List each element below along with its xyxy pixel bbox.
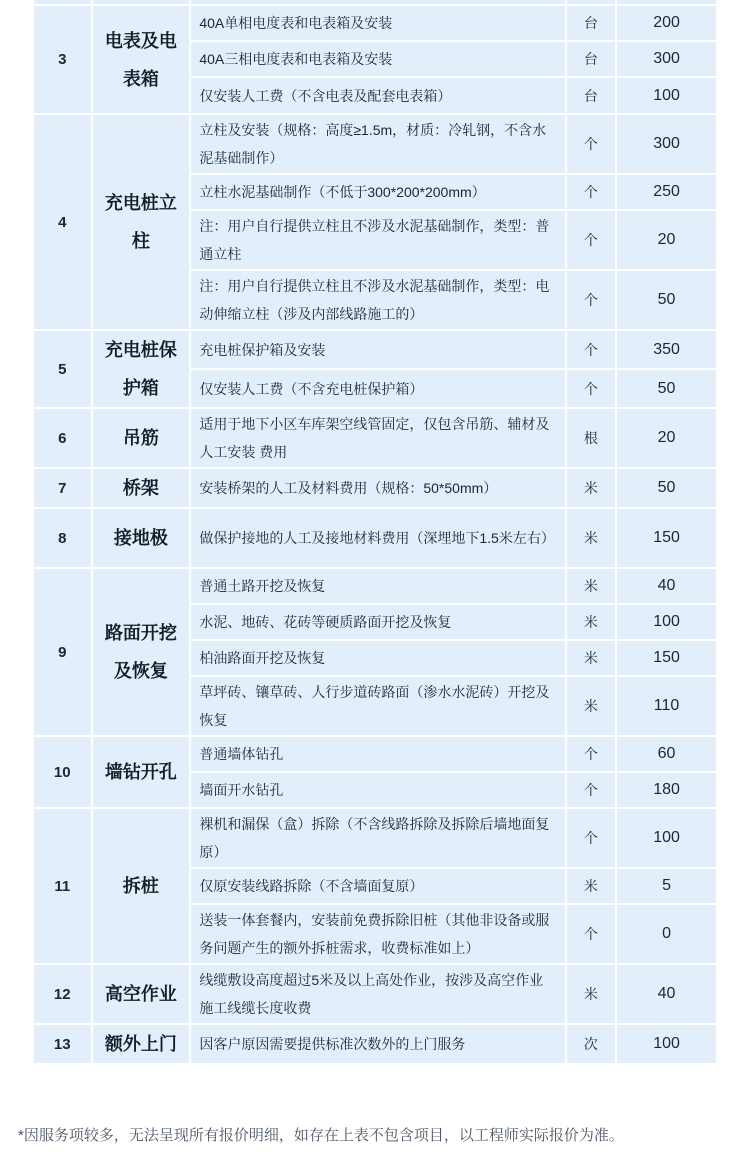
item-description: 仅安装人工费（不含充电桩保护箱）	[191, 370, 564, 407]
item-price: 150	[617, 509, 716, 567]
item-unit: 个	[567, 115, 615, 173]
item-price: 100	[617, 605, 716, 639]
item-unit: 次	[567, 1025, 615, 1063]
item-price: 300	[617, 42, 716, 76]
item-category	[93, 331, 190, 407]
item-unit: 个	[567, 331, 615, 368]
table-row	[34, 469, 716, 507]
item-description: 柏油路面开挖及恢复	[191, 641, 564, 675]
table-row	[34, 409, 716, 467]
item-category	[93, 6, 190, 113]
item-description: 适用于地下小区车库架空线管固定，仅包含吊筋、辅材及人工安装 费用	[191, 409, 564, 467]
table-row	[34, 6, 716, 40]
item-price: 5	[617, 869, 716, 903]
item-description: 送装一体套餐内，安装前免费拆除旧桩（其他非设备或服务问题产生的额外拆桩需求，收费标准如上）	[191, 905, 564, 963]
item-category-label: 额外上门	[104, 1034, 177, 1054]
item-description: 注：用户自行提供立柱且不涉及水泥基础制作，类型：电动伸缩立柱（涉及内部线路施工的）	[191, 271, 564, 329]
footnote: *因服务项较多，无法呈现所有报价明细，如存在上表不包含项目，以工程师实际报价为准。	[18, 1127, 624, 1144]
item-price: 110	[617, 677, 716, 735]
item-description: 裸机和漏保（盒）拆除（不含线路拆除及拆除后墙地面复原）	[191, 809, 564, 867]
item-description: 水泥、地砖、花砖等硬质路面开挖及恢复	[191, 605, 564, 639]
item-unit: 米	[567, 469, 615, 507]
item-unit: 个	[567, 905, 615, 963]
item-category-label: 拆桩	[122, 876, 159, 896]
item-category	[93, 469, 190, 507]
item-price: 0	[617, 905, 716, 963]
item-description: 因客户原因需要提供标准次数外的上门服务	[191, 1025, 564, 1063]
item-description: 墙面开水钻孔	[191, 773, 564, 807]
table-row	[34, 809, 716, 867]
item-category-label: 充电桩保护箱	[104, 340, 177, 398]
item-price: 20	[617, 409, 716, 467]
item-number: 8	[34, 509, 91, 567]
item-price: 40	[617, 965, 716, 1023]
item-description: 做保护接地的人工及接地材料费用（深埋地下1.5米左右）	[191, 509, 564, 567]
item-price: 150	[617, 641, 716, 675]
item-category	[93, 737, 190, 807]
item-category-label: 桥架	[122, 478, 159, 498]
item-description: 普通墙体钻孔	[191, 737, 564, 771]
item-number: 10	[34, 737, 91, 807]
table-row	[34, 737, 716, 771]
item-unit: 米	[567, 569, 615, 603]
price-table	[32, 0, 718, 1065]
item-description: 仅原安装线路拆除（不含墙面复原）	[191, 869, 564, 903]
item-description: 安装桥架的人工及材料费用（规格：50*50mm）	[191, 469, 564, 507]
item-price: 350	[617, 331, 716, 368]
item-number: 13	[34, 1025, 91, 1063]
item-price: 20	[617, 211, 716, 269]
item-category	[93, 569, 190, 735]
item-price: 40	[617, 569, 716, 603]
item-unit: 个	[567, 211, 615, 269]
item-price: 100	[617, 78, 716, 113]
item-unit: 个	[567, 773, 615, 807]
item-unit: 米	[567, 869, 615, 903]
item-unit: 台	[567, 42, 615, 76]
item-number: 6	[34, 409, 91, 467]
item-number: 11	[34, 809, 91, 963]
item-number: 5	[34, 331, 91, 407]
item-price: 200	[617, 6, 716, 40]
item-description: 立柱水泥基础制作（不低于300*200*200mm）	[191, 175, 564, 209]
item-category-label: 电表及电表箱	[104, 30, 177, 89]
item-number: 4	[34, 115, 91, 329]
table-row	[34, 965, 716, 1023]
item-description: 注：用户自行提供立柱且不涉及水泥基础制作，类型：普通立柱	[191, 211, 564, 269]
item-category-label: 接地极	[113, 528, 168, 548]
item-price: 180	[617, 773, 716, 807]
item-number: 9	[34, 569, 91, 735]
item-unit: 米	[567, 509, 615, 567]
item-price: 50	[617, 370, 716, 407]
item-unit: 个	[567, 809, 615, 867]
item-number: 12	[34, 965, 91, 1023]
item-category-label: 高空作业	[104, 984, 177, 1004]
item-description: 立柱及安装（规格：高度≥1.5m，材质：冷轧钢，不含水泥基础制作）	[191, 115, 564, 173]
item-unit: 个	[567, 737, 615, 771]
item-description: 线缆敷设高度超过5米及以上高处作业，按涉及高空作业施工线缆长度收费	[191, 965, 564, 1023]
item-number: 7	[34, 469, 91, 507]
item-category-label: 充电桩立柱	[104, 193, 177, 251]
item-description: 充电桩保护箱及安装	[191, 331, 564, 368]
item-unit: 米	[567, 965, 615, 1023]
table-row	[34, 331, 716, 368]
item-category	[93, 965, 190, 1023]
item-category	[93, 115, 190, 329]
item-description: 普通土路开挖及恢复	[191, 569, 564, 603]
table-row-partial	[34, 0, 716, 4]
item-category	[93, 409, 190, 467]
item-description: 40A单相电度表和电表箱及安装	[191, 6, 564, 40]
item-unit: 根	[567, 409, 615, 467]
table-row	[34, 509, 716, 567]
item-number: 3	[34, 6, 91, 113]
item-unit: 台	[567, 78, 615, 113]
item-unit: 个	[567, 175, 615, 209]
item-category-label: 路面开挖及恢复	[104, 623, 177, 681]
table-row	[34, 569, 716, 603]
item-unit: 个	[567, 370, 615, 407]
table-row	[34, 115, 716, 173]
item-description: 仅安装人工费（不含电表及配套电表箱）	[191, 78, 564, 113]
item-unit: 米	[567, 677, 615, 735]
item-description: 40A三相电度表和电表箱及安装	[191, 42, 564, 76]
item-unit: 个	[567, 271, 615, 329]
item-category	[93, 509, 190, 567]
item-unit: 米	[567, 641, 615, 675]
item-category-label: 墙钻开孔	[104, 762, 177, 782]
item-price: 300	[617, 115, 716, 173]
item-price: 100	[617, 1025, 716, 1063]
item-price: 60	[617, 737, 716, 771]
item-price: 250	[617, 175, 716, 209]
item-price: 50	[617, 271, 716, 329]
item-category-label: 吊筋	[122, 428, 159, 448]
item-category	[93, 1025, 190, 1063]
item-unit: 米	[567, 605, 615, 639]
item-price: 50	[617, 469, 716, 507]
item-unit: 台	[567, 6, 615, 40]
item-description: 草坪砖、镶草砖、人行步道砖路面（渗水水泥砖）开挖及恢复	[191, 677, 564, 735]
table-row	[34, 1025, 716, 1063]
price-table-container	[32, 0, 718, 1065]
item-category	[93, 809, 190, 963]
item-price: 100	[617, 809, 716, 867]
